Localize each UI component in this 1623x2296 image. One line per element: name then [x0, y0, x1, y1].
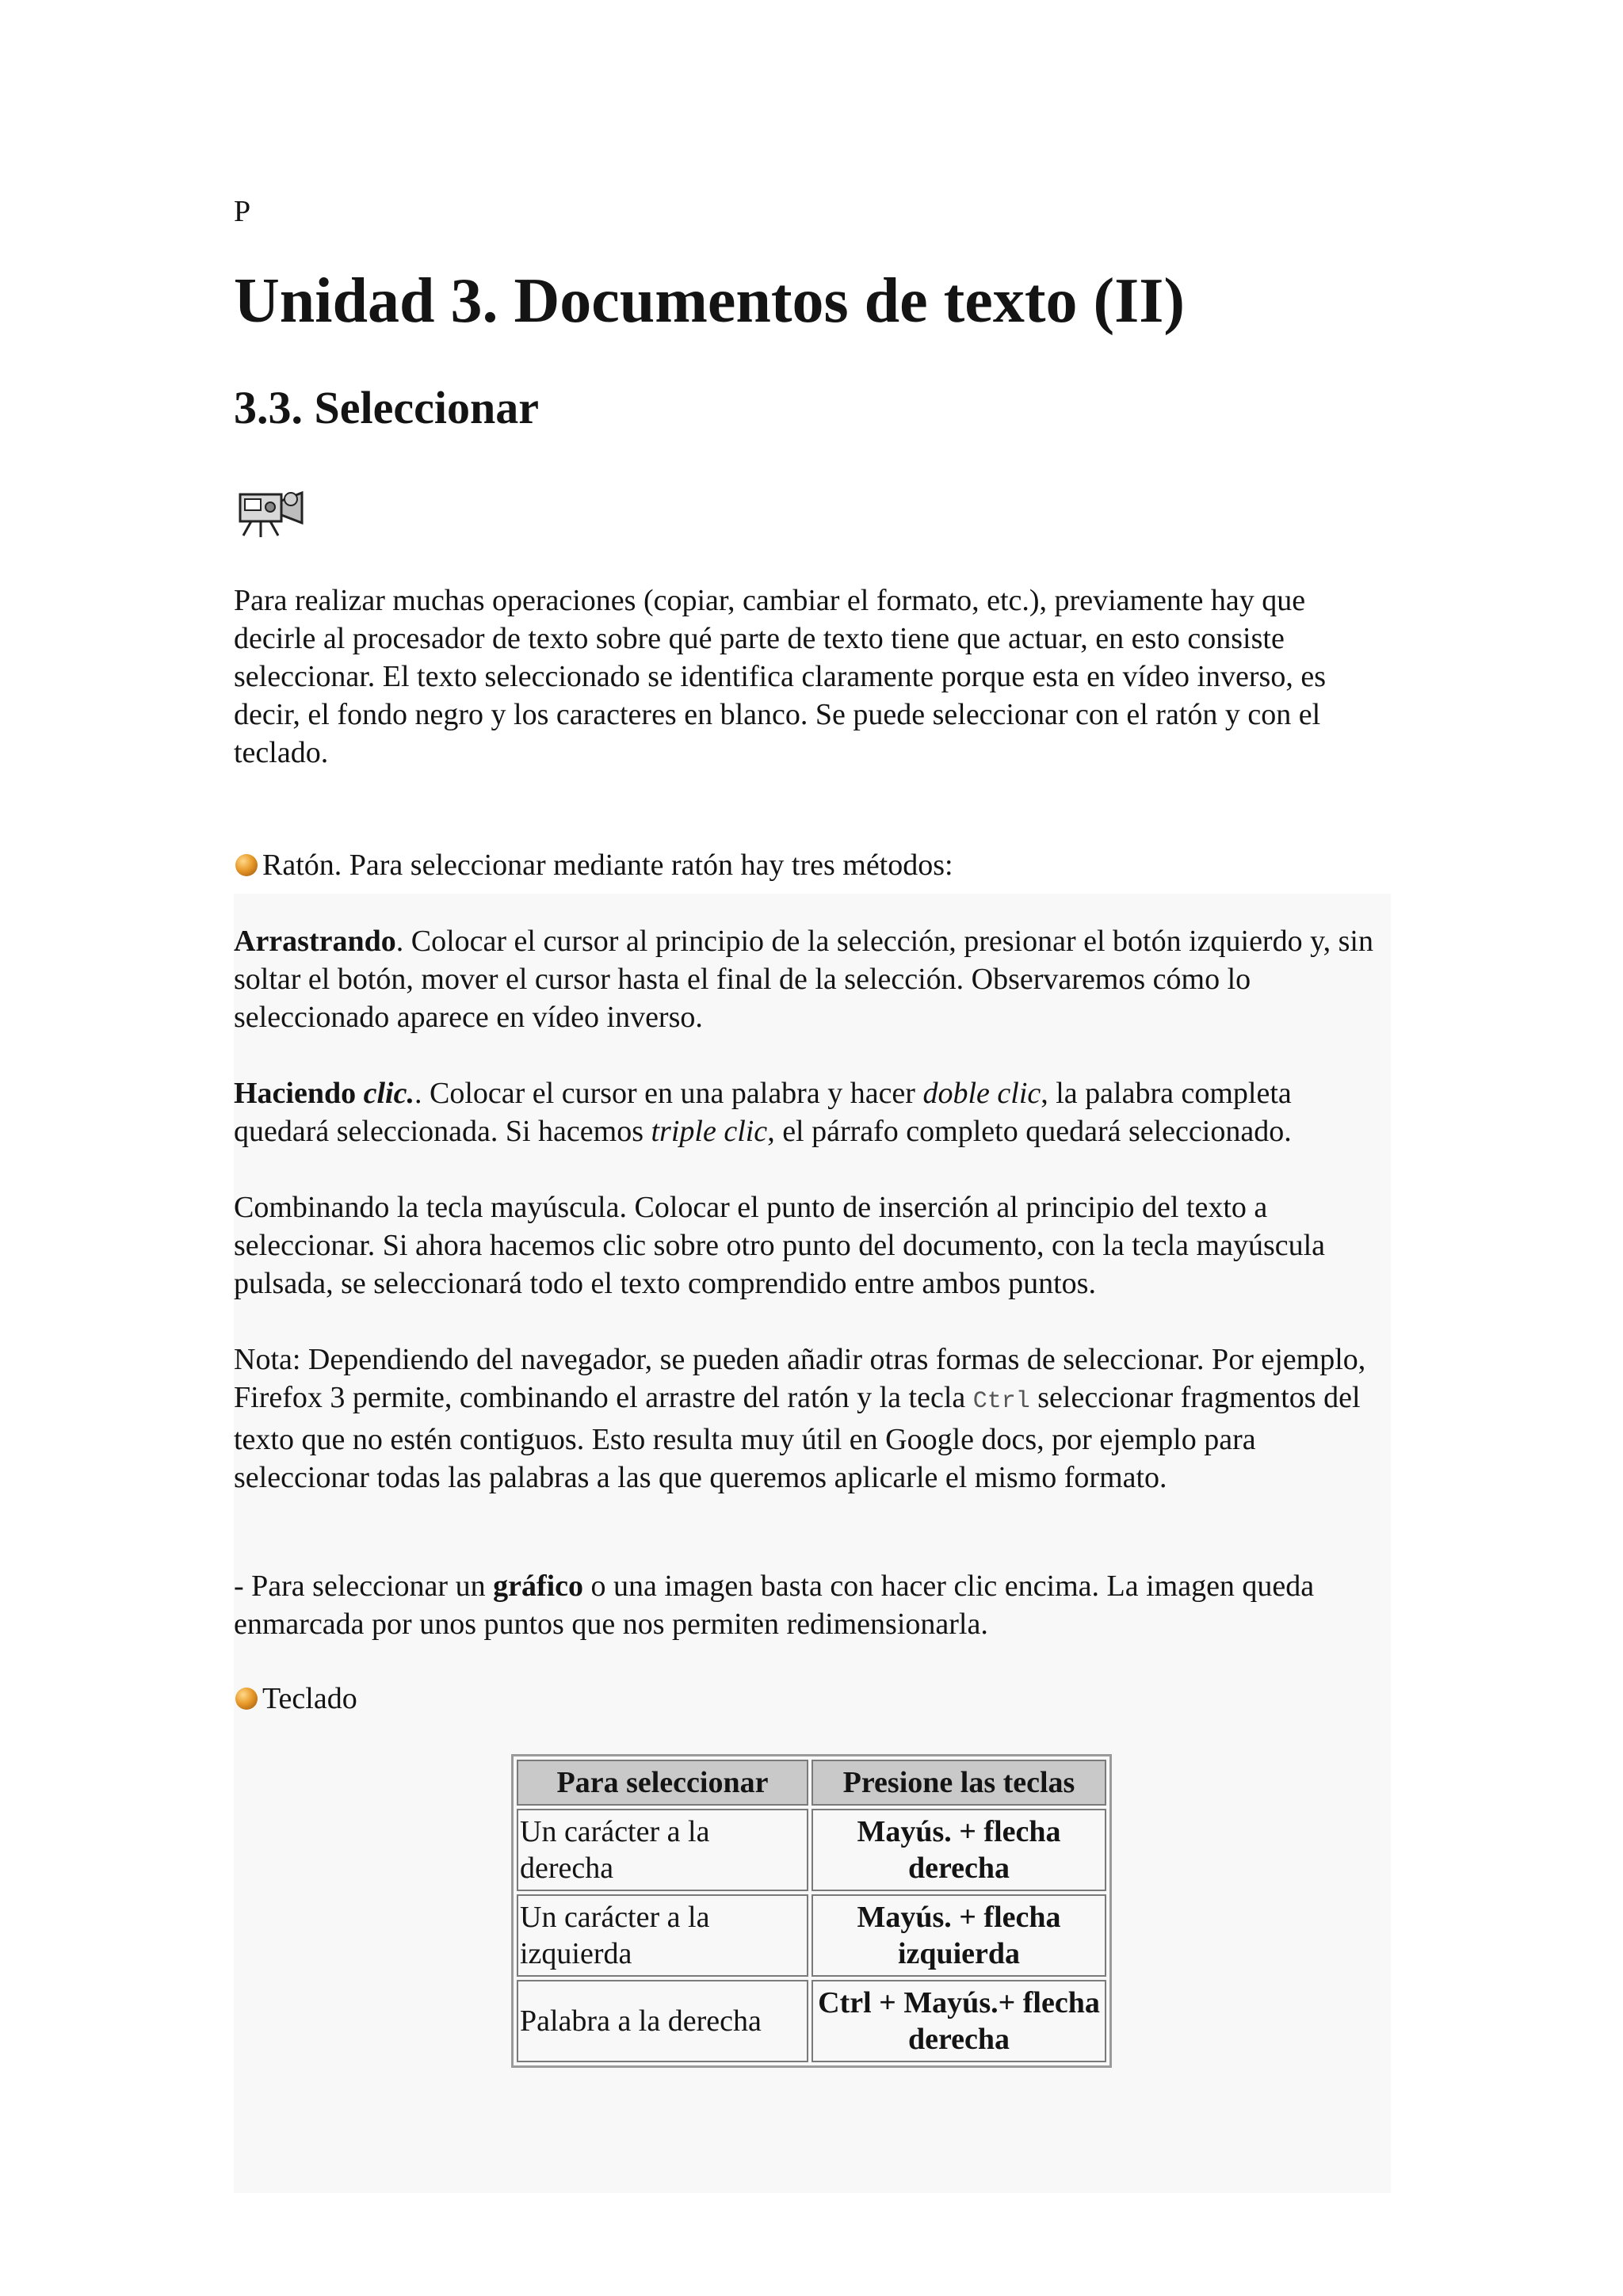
graphic-paragraph: - Para seleccionar un gráfico o una imagen basta con hacer clic encima. La imagen queda enmarcada por unos puntos que nos permiten redimensionarla.: [234, 1569, 1315, 1641]
keyboard-shortcuts-table: [511, 1754, 1112, 2068]
table-cell: Un carácter a la izquierda: [517, 1894, 808, 1977]
section-title: 3.3. Seleccionar: [234, 382, 539, 433]
bullet-icon: [235, 854, 258, 876]
header-cell: Presione las teclas: [812, 1760, 1106, 1806]
table-cell: Un carácter a la derecha: [517, 1809, 808, 1891]
header-cell: Para seleccionar: [517, 1760, 808, 1806]
video-camera-icon[interactable]: [235, 483, 308, 540]
note-paragraph: Nota: Dependiendo del navegador, se pueden añadir otras formas de seleccionar. Por ejemplo, Firefox 3 permite, combinando el arrastre del ratón y la tecla Ctrl seleccionar fragmentos del texto que no estén contiguos. Esto resulta muy útil en Google docs, por ejemplo para seleccionar todas las palabras a las que queremos aplicarle el mismo formato.: [234, 1343, 1366, 1494]
bullet-icon: [235, 1688, 258, 1710]
table-header-row: [517, 1760, 1106, 1806]
table-cell: Mayús. + flecha izquierda: [812, 1894, 1106, 1977]
table-row: [517, 1980, 1106, 2062]
shift-paragraph: Combinando la tecla mayúscula. Colocar el punto de inserción al principio del texto a seleccionar. Si ahora hacemos clic sobre otro punto del documento, con la tecla mayúscula pulsada, se seleccionará todo el texto comprendido entre ambos puntos.: [234, 1191, 1326, 1300]
drag-paragraph: Arrastrando. Colocar el cursor al principio de la selección, presionar el botón izquierdo y, sin soltar el botón, mover el cursor hasta el final de la selección. Observaremos cómo lo seleccionado aparece en vídeo inverso.: [234, 925, 1373, 1034]
table-row: [517, 1894, 1106, 1977]
table-cell: Ctrl + Mayús.+ flecha derecha: [812, 1980, 1106, 2062]
table-row: [517, 1809, 1106, 1891]
ctrl-key-label: Ctrl: [972, 1388, 1030, 1415]
keyboard-heading: Teclado: [234, 1680, 357, 1718]
page-title: Unidad 3. Documentos de texto (II): [234, 266, 1185, 336]
table-cell: Mayús. + flecha derecha: [812, 1809, 1106, 1891]
page-marker: P: [234, 195, 251, 228]
table-cell: Palabra a la derecha: [517, 1980, 808, 2062]
click-paragraph: Haciendo clic.. Colocar el cursor en una palabra y hacer doble clic, la palabra completa quedará seleccionada. Si hacemos triple clic, el párrafo completo quedará seleccionado.: [234, 1077, 1292, 1148]
mouse-heading: Ratón. Para seleccionar mediante ratón hay tres métodos:: [234, 846, 953, 884]
intro-paragraph: Para realizar muchas operaciones (copiar, cambiar el formato, etc.), previamente hay que decirle al procesador de texto sobre qué parte de texto tiene que actuar, en esto consiste seleccionar. El texto seleccionado se identifica claramente porque esta en vídeo inverso, es decir, el fondo negro y los caracteres en blanco. Se puede seleccionar con el ratón y con el teclado.: [234, 584, 1326, 769]
